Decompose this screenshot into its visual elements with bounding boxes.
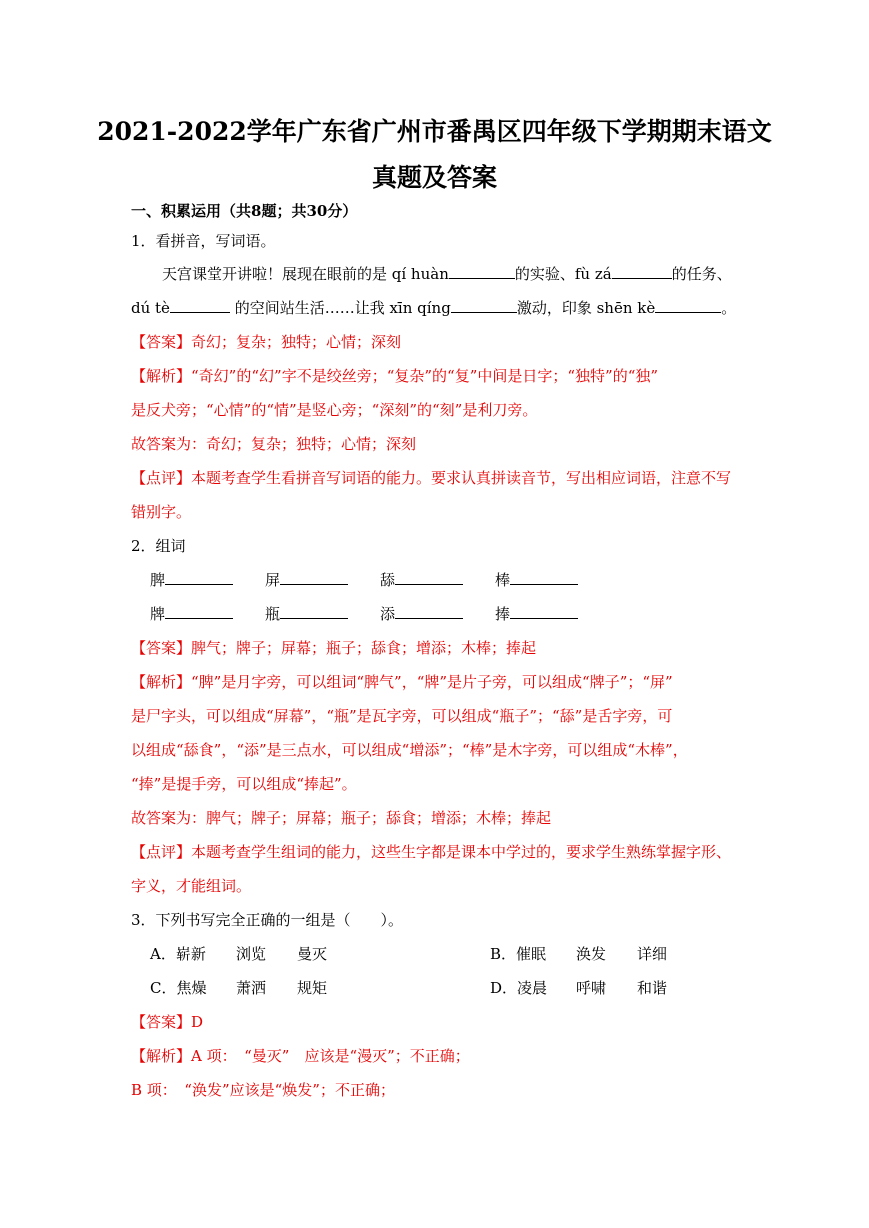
q2-analysis-line3: 以组成“舔食”，“添”是三点水，可以组成“增添”；“棒”是木字旁，可以组成“木棒”， [131,741,688,759]
q1-blank-5[interactable] [655,298,721,313]
q2-item [380,570,463,590]
q2-analysis-line2: 是尸字头，可以组成“屏幕”，“瓶”是瓦字旁，可以组成“瓶子”；“舔”是舌字旁，可 [131,707,673,725]
q1-text-g: 。 [721,299,737,317]
q1-answer-text: 奇幻；复杂；独特；心情；深刻 [191,333,402,351]
q2-blank[interactable] [510,604,578,619]
q2-char: 舔 [380,571,396,589]
q3-analysis-text1: A 项： “曼灭” 应该是“漫灭”；不正确； [191,1047,470,1065]
q1-text-c: 的任务、 [671,265,732,283]
q3-answer-text: D [191,1013,204,1031]
q3-option-c[interactable] [150,978,327,998]
q2-item [150,570,233,590]
q1-comment-line1 [131,468,731,488]
q1-analysis-text1: “奇幻”的“幻”字不是绞丝旁；“复杂”的“复”中间是日字；“独特”的“独” [191,367,659,385]
q2-item [150,604,233,624]
q1-analysis-line1 [131,366,658,386]
q2-blank[interactable] [395,570,463,585]
option-word: 规矩 [297,979,328,997]
option-word: D．凌晨 [490,979,548,997]
document-title-line2: 真题及答案 [371,163,497,192]
q3-answer [131,1012,203,1032]
q3-stem: 3．下列书写完全正确的一组是（ ）。 [131,911,404,929]
answer-tag: 【答案】 [131,333,192,351]
q1-answer [131,332,401,352]
option-word: 详细 [637,945,668,963]
q2-comment-text1: 本题考查学生组词的能力，这些生字都是课本中学过的，要求学生熟练掌握字形、 [191,843,732,861]
q2-blank[interactable] [280,570,348,585]
q3-option-d[interactable] [490,978,667,998]
option-word: 呼啸 [576,979,607,997]
comment-tag: 【点评】 [131,843,192,861]
option-word: 萧洒 [236,979,267,997]
q3-analysis-line1 [131,1046,470,1066]
analysis-tag: 【解析】 [131,1047,192,1065]
q1-passage-line1 [162,264,732,284]
q2-blank[interactable] [280,604,348,619]
q1-comment-text1: 本题考查学生看拼音写词语的能力。要求认真拼读音节，写出相应词语，注意不写 [191,469,732,487]
q3-analysis-line2: B 项： “涣发”应该是“焕发”；不正确； [131,1081,395,1099]
q1-text-f: 激动，印象 shēn kè [516,299,656,317]
q2-blank[interactable] [165,604,233,619]
option-word: A．崭新 [150,945,206,963]
q1-comment-line2: 错别字。 [131,503,192,521]
q1-stem: 1．看拼音，写词语。 [131,232,276,250]
q1-passage-line2 [131,298,736,318]
q2-analysis-line1 [131,672,673,692]
q2-char: 牌 [150,605,166,623]
q2-item [495,604,578,624]
q2-blank[interactable] [510,570,578,585]
comment-tag: 【点评】 [131,469,192,487]
q2-comment-line2: 字义，才能组词。 [131,877,252,895]
q1-conclusion: 故答案为：奇幻；复杂；独特；心情；深刻 [131,435,417,453]
q2-analysis-line4: “捧”是提手旁，可以组成“捧起”。 [131,775,357,793]
q2-item [380,604,463,624]
option-word: 和谐 [637,979,668,997]
analysis-tag: 【解析】 [131,673,192,691]
q2-analysis-text1: “脾”是月字旁，可以组词“脾气”，“牌”是片子旁，可以组成“牌子”；“屏” [191,673,673,691]
q2-answer [131,638,536,658]
q2-item [495,570,578,590]
option-word: C．焦燥 [150,979,207,997]
option-word: 浏览 [236,945,267,963]
q2-stem: 2．组词 [131,537,186,555]
section-heading: 一、积累运用（共8题；共30分） [131,202,358,220]
q2-item [265,604,348,624]
q2-char: 捧 [495,605,511,623]
q2-blank[interactable] [395,604,463,619]
answer-tag: 【答案】 [131,1013,192,1031]
q3-option-b[interactable] [490,944,667,964]
q1-analysis-line2: 是反犬旁；“心情”的“情”是竖心旁；“深刻”的“刻”是利刀旁。 [131,401,538,419]
q1-text-e: 的空间站生活……让我 xīn qíng [229,299,451,317]
q2-answer-text: 脾气；牌子；屏幕；瓶子；舔食；增添；木棒；捧起 [191,639,537,657]
q3-option-a[interactable] [150,944,327,964]
q1-blank-4[interactable] [451,298,517,313]
document-title-line1: 2021-2022学年广东省广州市番禺区四年级下学期期末语文 [97,117,772,146]
q1-blank-2[interactable] [612,264,672,279]
analysis-tag: 【解析】 [131,367,192,385]
q2-char: 添 [380,605,396,623]
option-word: B．催眠 [490,945,547,963]
q1-blank-1[interactable] [449,264,515,279]
answer-tag: 【答案】 [131,639,192,657]
q1-text-d: dú tè [131,299,170,317]
q2-conclusion: 故答案为：脾气；牌子；屏幕；瓶子；舔食；增添；木棒；捧起 [131,809,552,827]
q1-text-b: 的实验、fù zá [514,265,612,283]
q2-char: 棒 [495,571,511,589]
option-word: 曼灭 [297,945,328,963]
q2-blank[interactable] [165,570,233,585]
q2-char: 脾 [150,571,166,589]
q2-char: 瓶 [265,605,281,623]
q2-comment-line1 [131,842,731,862]
q1-text-a: 天宫课堂开讲啦！展现在眼前的是 qí huàn [162,265,449,283]
q2-char: 屏 [265,571,281,589]
option-word: 涣发 [576,945,607,963]
q2-item [265,570,348,590]
q1-blank-3[interactable] [170,298,230,313]
